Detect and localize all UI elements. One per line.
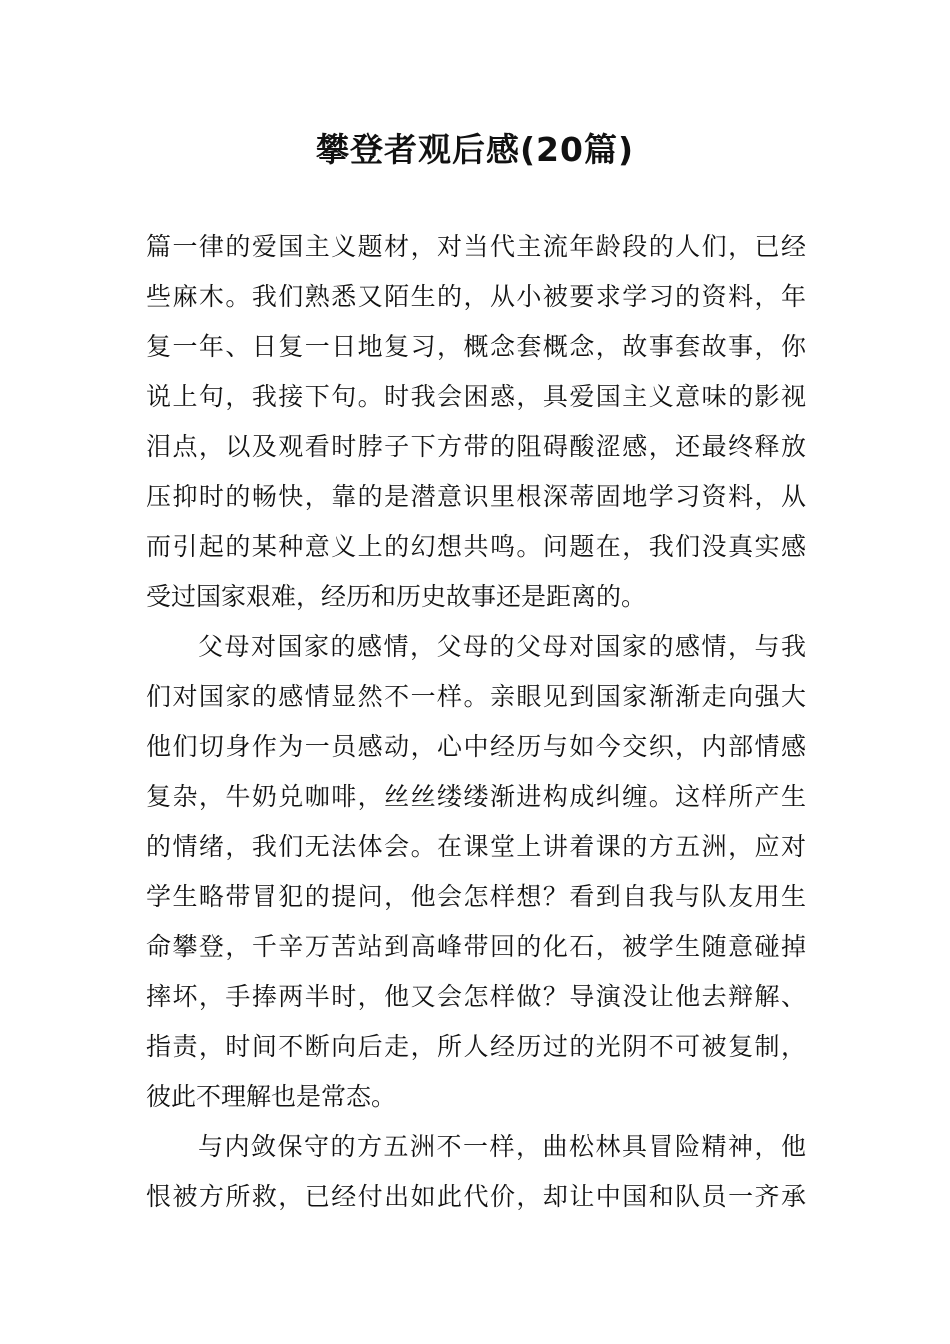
document-body bbox=[146, 222, 806, 1222]
body-line: 复一年、日复一日地复习，概念套概念，故事套故事，你 bbox=[146, 332, 806, 361]
body-line: 摔坏，手捧两半时，他又会怎样做？导演没让他去辩解、 bbox=[146, 982, 806, 1011]
body-line: 说上句，我接下句。时我会困惑，具爱国主义意味的影视 bbox=[146, 382, 806, 411]
body-line: 受过国家艰难，经历和历史故事还是距离的。 bbox=[146, 582, 647, 611]
document-title: 攀登者观后感(20篇) bbox=[315, 130, 635, 169]
body-line: 压抑时的畅快，靠的是潜意识里根深蒂固地学习资料，从 bbox=[146, 482, 806, 511]
body-line: 他们切身作为一员感动，心中经历与如今交织，内部情感 bbox=[146, 732, 806, 761]
body-line: 学生略带冒犯的提问，他会怎样想？看到自我与队友用生 bbox=[146, 882, 806, 911]
body-line: 而引起的某种意义上的幻想共鸣。问题在，我们没真实感 bbox=[146, 532, 806, 561]
body-line: 恨被方所救，已经付出如此代价，却让中国和队员一齐承 bbox=[146, 1182, 806, 1211]
body-line: 篇一律的爱国主义题材，对当代主流年龄段的人们，已经 bbox=[146, 232, 806, 261]
body-line: 些麻木。我们熟悉又陌生的，从小被要求学习的资料，年 bbox=[146, 282, 806, 311]
body-line: 泪点，以及观看时脖子下方带的阻碍酸涩感，还最终释放 bbox=[146, 432, 806, 461]
body-line: 指责，时间不断向后走，所人经历过的光阴不可被复制， bbox=[146, 1032, 806, 1061]
body-line: 父母对国家的感情，父母的父母对国家的感情，与我 bbox=[198, 632, 806, 661]
body-line: 的情绪，我们无法体会。在课堂上讲着课的方五洲，应对 bbox=[146, 832, 806, 861]
body-line: 彼此不理解也是常态。 bbox=[146, 1082, 397, 1111]
body-line: 与内敛保守的方五洲不一样，曲松林具冒险精神，他 bbox=[198, 1132, 806, 1161]
body-line: 复杂，牛奶兑咖啡，丝丝缕缕渐进构成纠缠。这样所产生 bbox=[146, 782, 806, 811]
body-line: 命攀登，千辛万苦站到高峰带回的化石，被学生随意碰掉 bbox=[146, 932, 806, 961]
body-line: 们对国家的感情显然不一样。亲眼见到国家渐渐走向强大 bbox=[146, 682, 806, 711]
